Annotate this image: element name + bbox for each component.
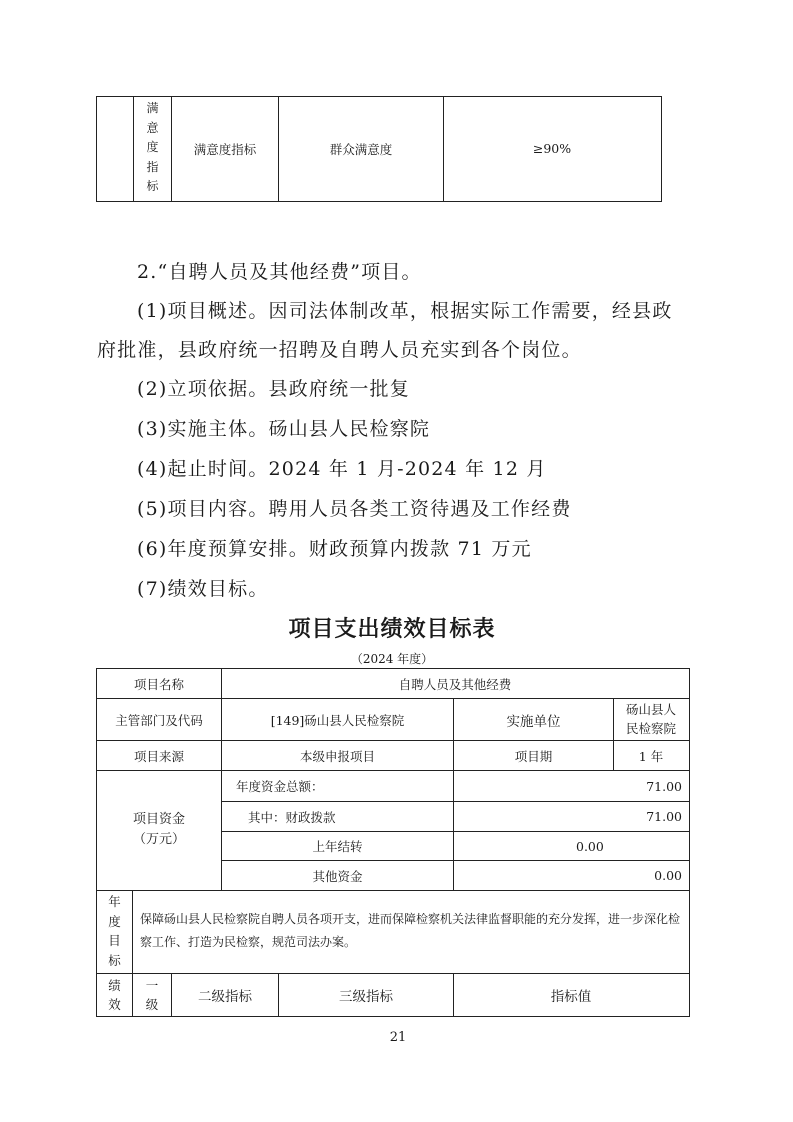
dept-value: [149]砀山县人民检察院 xyxy=(270,712,405,728)
funds-carryover-value: 0.00 xyxy=(576,838,604,854)
satisfaction-vertical-label: 满 意 度 指 标 xyxy=(146,101,159,193)
satisfaction-value-cell: ≥90% xyxy=(532,141,572,156)
project-name-label: 项目名称 xyxy=(133,676,184,692)
paragraph-subject: (3)实施主体。砀山县人民检察院 xyxy=(137,418,431,440)
level1-vertical-label: 一 级 xyxy=(145,978,159,1012)
funds-label: 项目资金 （万元） xyxy=(132,812,185,847)
source-label: 项目来源 xyxy=(133,748,184,764)
funds-total-value: 71.00 xyxy=(646,778,682,794)
funds-fiscal-label: 其中：财政拨款 xyxy=(248,809,336,825)
paragraph-period: (4)起止时间。2024 年 1 月-2024 年 12 月 xyxy=(137,458,547,480)
paragraph-content: (5)项目内容。聘用人员各类工资待遇及工作经费 xyxy=(137,498,572,520)
paragraph-goal: (7)绩效目标。 xyxy=(137,578,269,600)
public-satisfaction-cell: 群众满意度 xyxy=(329,141,393,157)
level3-header: 三级指标 xyxy=(339,988,393,1005)
period-label: 项目期 xyxy=(514,748,553,764)
impl-unit-label: 实施单位 xyxy=(506,713,561,730)
section-heading: 2.“自聘人员及其他经费”项目。 xyxy=(137,261,422,283)
paragraph-budget: (6)年度预算安排。财政预算内拨款 71 万元 xyxy=(137,538,532,560)
paragraph-overview: (1)项目概述。因司法体制改革，根据实际工作需要，经县政 xyxy=(137,300,673,322)
satisfaction-indicator-cell: 满意度指标 xyxy=(193,141,257,157)
funds-other-label: 其他资金 xyxy=(312,868,363,884)
annual-goal-text: 保障砀山县人民检察院自聘人员各项开支，进而保障检察机关法律监督职能的充分发挥，进一步深化检 察工作、打造为民检察，规范司法办案。 xyxy=(140,912,681,949)
paragraph-overview-cont: 府批准，县政府统一招聘及自聘人员充实到各个岗位。 xyxy=(97,339,582,361)
dept-label: 主管部门及代码 xyxy=(115,712,203,728)
row-line xyxy=(96,890,689,891)
paragraph-basis: (2)立项依据。县政府统一批复 xyxy=(137,378,410,400)
table-title: 项目支出绩效目标表 xyxy=(288,617,496,642)
level2-header: 二级指标 xyxy=(198,988,252,1005)
page-number: 21 xyxy=(389,1030,407,1045)
period-value: 1 年 xyxy=(638,748,664,764)
funds-carryover-label: 上年结转 xyxy=(312,839,363,854)
annual-goal-vertical-label: 年 度 目 标 xyxy=(108,894,121,968)
funds-total-label: 年度资金总额： xyxy=(236,779,324,794)
funds-fiscal-value: 71.00 xyxy=(646,809,682,824)
impl-unit-value: 砀山县人 民检察院 xyxy=(625,702,676,736)
perf-vertical-label: 绩 效 xyxy=(108,978,121,1012)
funds-other-value: 0.00 xyxy=(654,868,682,883)
table-subtitle: （2024 年度） xyxy=(350,652,434,666)
project-name-value: 自聘人员及其他经费 xyxy=(398,676,512,692)
source-value: 本级申报项目 xyxy=(299,748,375,764)
indicator-value-header: 指标值 xyxy=(550,988,592,1005)
